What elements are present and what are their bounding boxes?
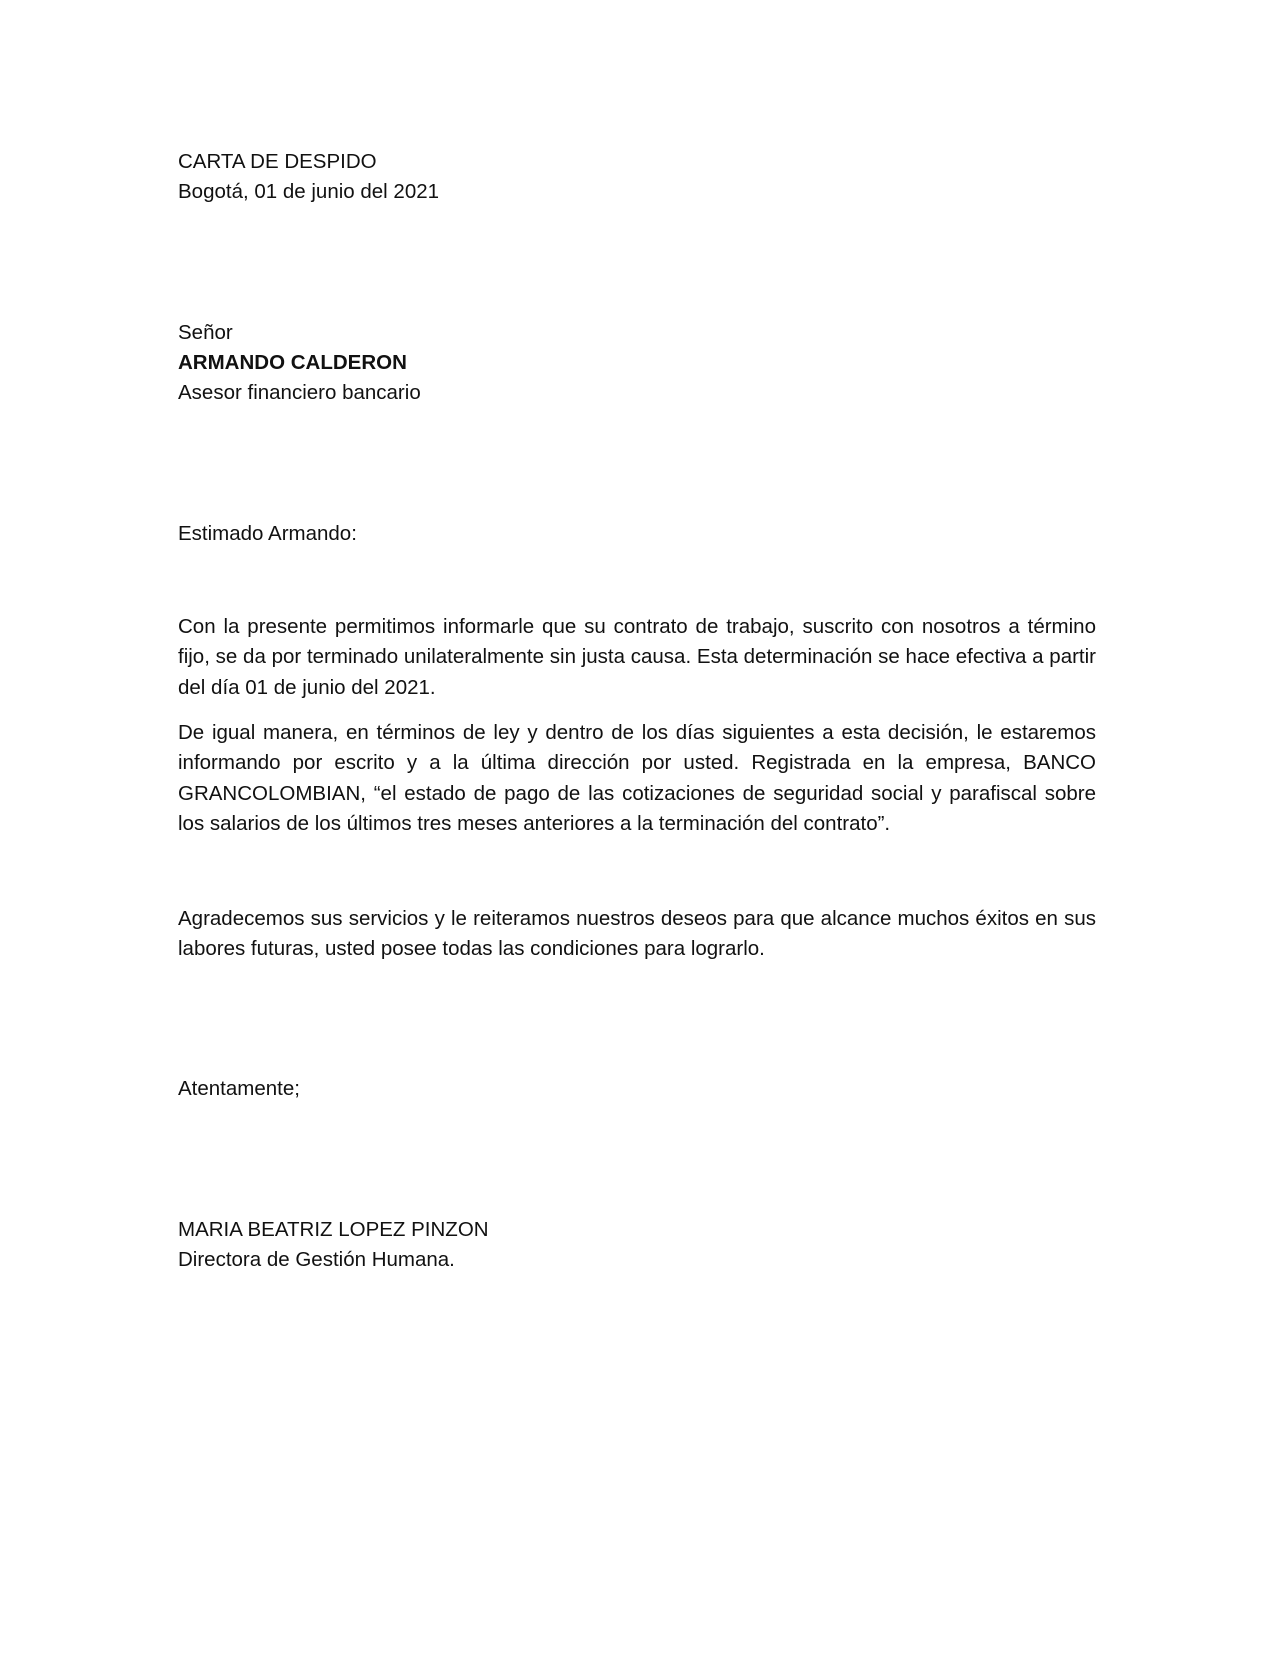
- letter-place-date: Bogotá, 01 de junio del 2021: [178, 180, 440, 203]
- body-paragraph-3: Agradecemos sus servicios y le reiteramos nuestros deseos para que alcance muchos éxitos en sus labores futuras, usted posee todas las condiciones para lograrlo.: [178, 907, 1096, 961]
- body-paragraph-2: De igual manera, en términos de ley y dentro de los días siguientes a esta decisión, le estaremos informando por escrito y a la última dirección por usted. Registrada en la empresa, BANCO GRANCOLOMBIAN, “el estado de pago de las cotizaciones de seguridad social y parafiscal sobre los salarios de los últimos tres meses anteriores a la terminación del contrato”.: [178, 721, 1096, 836]
- signer-name: MARIA BEATRIZ LOPEZ PINZON: [178, 1218, 489, 1241]
- body-paragraph-1: Con la presente permitimos informarle que su contrato de trabajo, suscrito con nosotros a término fijo, se da por terminado unilateralmente sin justa causa. Esta determinación se hace efectiva a partir del día 01 de junio del 2021.: [178, 615, 1096, 699]
- signer-position: Directora de Gestión Humana.: [178, 1248, 455, 1271]
- recipient-salutation-title: Señor: [178, 321, 233, 344]
- recipient-name: ARMANDO CALDERON: [178, 351, 407, 374]
- letter-title: CARTA DE DESPIDO: [178, 150, 377, 173]
- letter-greeting: Estimado Armando:: [178, 522, 357, 545]
- recipient-position: Asesor financiero bancario: [178, 381, 421, 404]
- letter-closing: Atentamente;: [178, 1077, 300, 1100]
